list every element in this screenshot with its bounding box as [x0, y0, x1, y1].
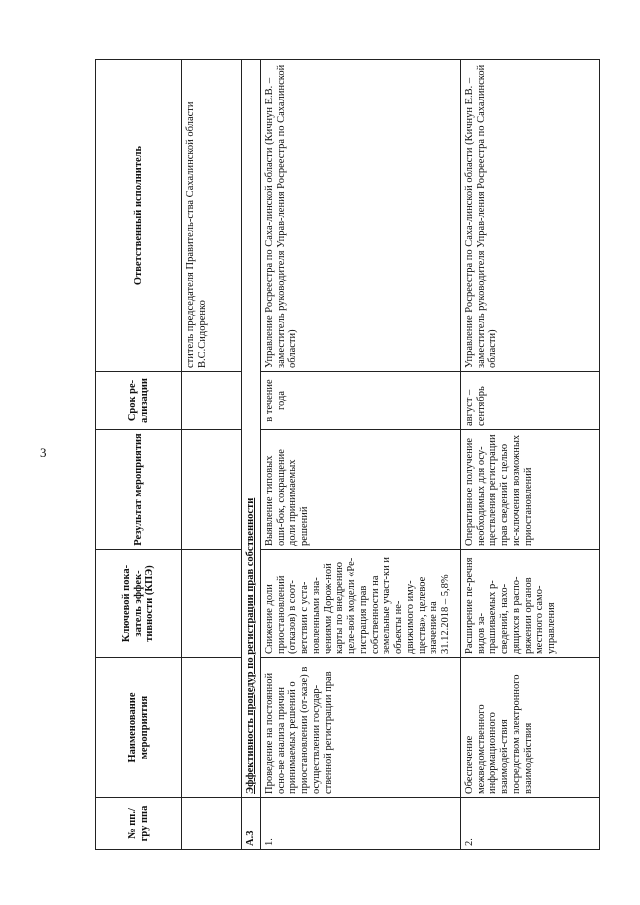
row-num: 1.: [260, 798, 460, 850]
header-responsible: Ответственный исполнитель: [96, 60, 182, 372]
table-row: [260, 60, 460, 850]
cont-responsible: ститель председателя Правитель-ства Сахалинской области В.С.Сидоренко: [182, 60, 242, 372]
rotated-table-wrapper: [95, 60, 600, 850]
header-result: Результат мероприятия: [96, 430, 182, 550]
cont-term: [182, 372, 242, 430]
header-row: [96, 60, 182, 850]
row-responsible: Управление Росреестра по Саха-линской области (Кичнун Е.В. – заместитель руководителя Управ-ления Росреестра по Сахалинской области): [460, 60, 599, 372]
row-kpi: Расширение пе-речня видов за-прашиваемых р-сведений, нахо-дящихся в распо-ряжении органов местного само-управления: [460, 550, 599, 658]
row-name: Обеспечение межведомственного информационного взаимодей-ствия посредством электронного взаимодействия: [460, 658, 599, 798]
row-kpi: Снижение доли приостановлений (отказов) в соот-ветствии с уста-новленными зна-чениями Дорож-ной карты по внедрению целе-вой модели «Ре-гистрация прав собственности на земельные участ-ки и объекты не-движимого иму-щества», целевое значение на 31.12.2018 – 5,8%: [260, 550, 460, 658]
header-term: Срок ре-ализации: [96, 372, 182, 430]
row-name: Проведение на постоянной осно-ве анализа причин принимаемых решений о приостановлении (от-казе) в осуществлении государ-ственной регистрации прав: [260, 658, 460, 798]
cont-result: [182, 430, 242, 550]
row-num: 2.: [460, 798, 599, 850]
continuation-row: [182, 60, 242, 850]
section-num: А.3: [242, 798, 261, 850]
section-row: [242, 60, 261, 850]
cont-kpi: [182, 550, 242, 658]
header-name: Наименование мероприятия: [96, 658, 182, 798]
header-num: № пп./ гру ппа: [96, 798, 182, 850]
section-title: Эффективность процедур по регистрации прав собственности: [242, 60, 261, 798]
row-responsible: Управление Росреестра по Саха-линской области (Кичнун Е.В. – заместитель руководителя Управ-ления Росреестра по Сахалинской области): [260, 60, 460, 372]
row-term: август – сентябрь: [460, 372, 599, 430]
table-row: [460, 60, 599, 850]
row-result: Выявление типовых оши-бок, сокращение доли принимаемых решений: [260, 430, 460, 550]
header-kpi: Ключевой пока-затель эффек-тивности (КПЭ): [96, 550, 182, 658]
row-term: в течение года: [260, 372, 460, 430]
cont-num: [182, 798, 242, 850]
page-number: 3: [40, 445, 47, 460]
cont-name: [182, 658, 242, 798]
rotated-table-container: [95, 60, 600, 850]
measures-table: [95, 59, 600, 850]
row-result: Оперативное получение необходимых для осу-ществления регистрации прав сведений с целью ис-ключения возможных приостановлений: [460, 430, 599, 550]
